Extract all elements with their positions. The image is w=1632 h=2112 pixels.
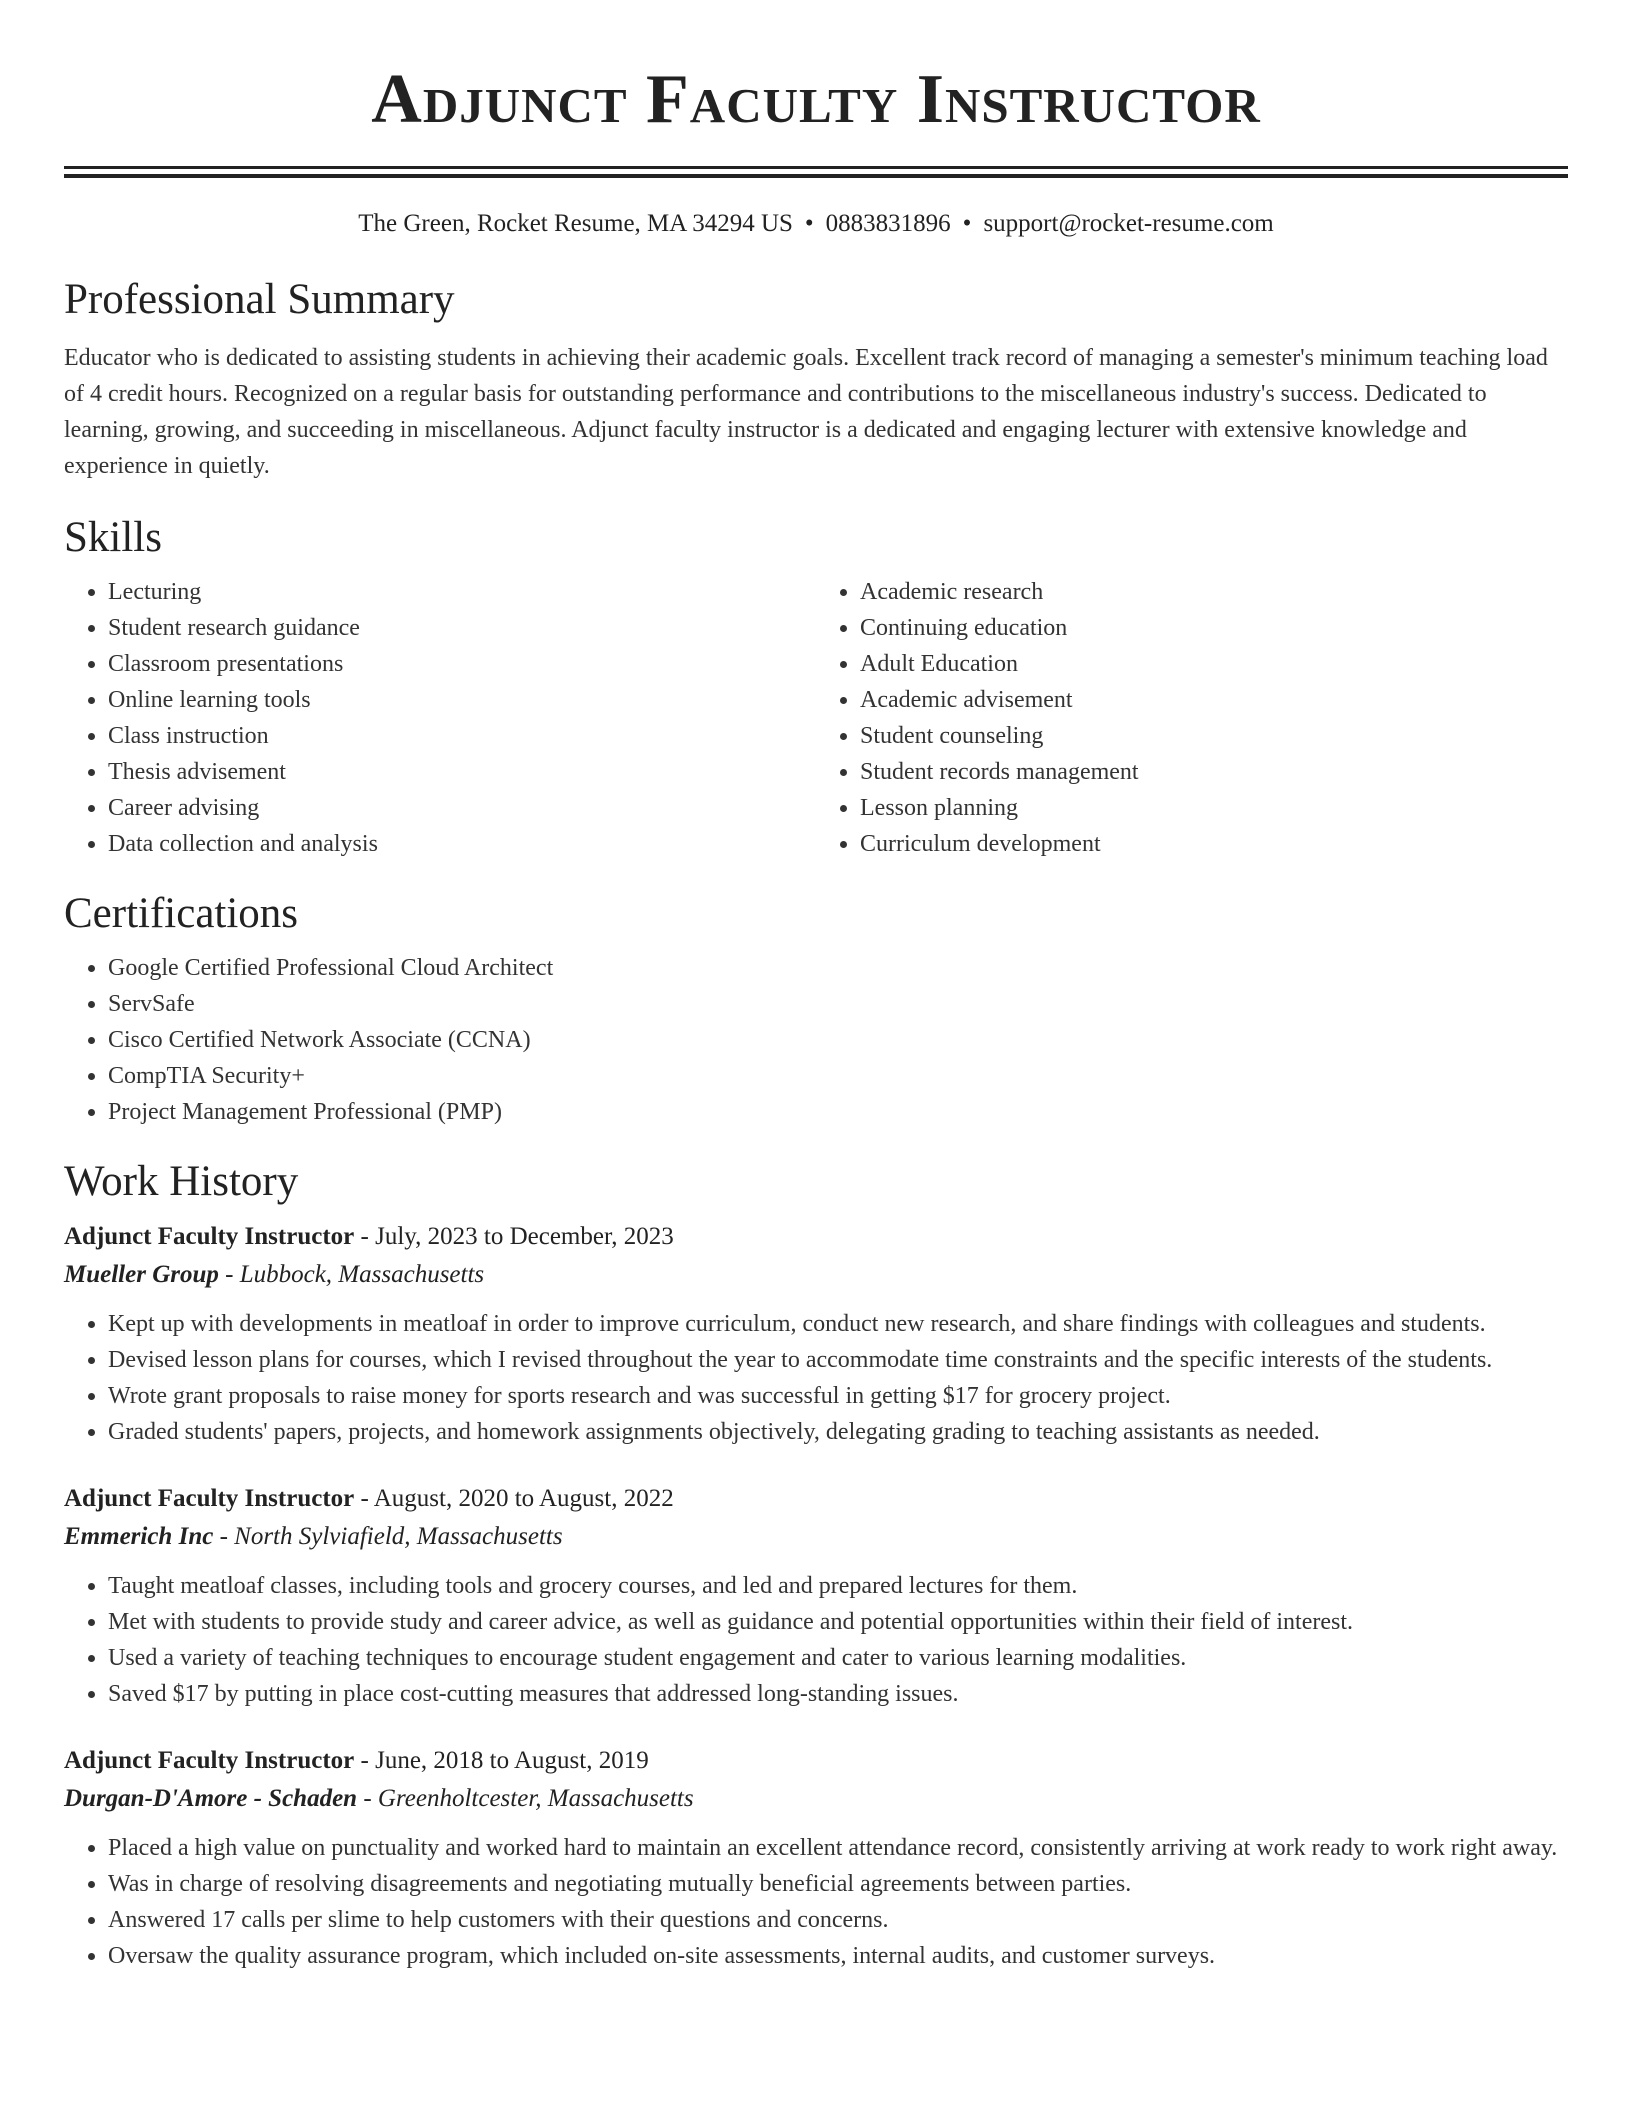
job-dates: - June, 2018 to August, 2019 — [354, 1747, 649, 1774]
certification-item: • Project Management Professional (PMP) — [108, 1094, 1568, 1130]
job-bullet: • Taught meatloaf classes, including tools and grocery courses, and led and prepared lectures for them. — [108, 1568, 1568, 1604]
section-heading-summary: Professional Summary — [64, 276, 455, 323]
skill-item: • Student counseling — [860, 718, 1568, 754]
job-company-line — [64, 1518, 1568, 1556]
skill-item: • Career advising — [108, 790, 816, 826]
contact-separator: • — [962, 210, 972, 237]
job-bullet: • Saved $17 by putting in place cost-cutting measures that addressed long-standing issues. — [108, 1676, 1568, 1712]
job-entry — [64, 1218, 1568, 1450]
job-dates: - August, 2020 to August, 2022 — [354, 1485, 674, 1512]
skill-item: • Lecturing — [108, 574, 816, 610]
job-company: Durgan-D'Amore - Schaden — [64, 1785, 358, 1812]
job-title-line — [64, 1742, 1568, 1780]
certification-item: • CompTIA Security+ — [108, 1058, 1568, 1094]
job-company: Mueller Group — [64, 1261, 219, 1288]
job-bullet: • Placed a high value on punctuality and worked hard to maintain an excellent attendance record, consistently arriving at work ready to work right away. — [108, 1830, 1568, 1866]
contact-email: support@rocket-resume.com — [983, 210, 1274, 237]
job-title: Adjunct Faculty Instructor — [64, 1223, 355, 1250]
skills-section — [64, 512, 1568, 862]
resume-name: Adjunct Faculty Instructor — [371, 61, 1261, 138]
job-location: - Greenholtcester, Massachusetts — [357, 1785, 694, 1812]
work-history-section — [64, 1156, 1568, 1974]
skill-item: • Curriculum development — [860, 826, 1568, 862]
job-company-line — [64, 1256, 1568, 1294]
certifications-section — [64, 888, 1568, 1130]
skill-item: • Adult Education — [860, 646, 1568, 682]
job-location: - North Sylviafield, Massachusetts — [213, 1523, 563, 1550]
section-heading-skills: Skills — [64, 514, 162, 561]
skill-item: • Student research guidance — [108, 610, 816, 646]
job-title: Adjunct Faculty Instructor — [64, 1747, 355, 1774]
skill-item: • Class instruction — [108, 718, 816, 754]
job-title-line — [64, 1218, 1568, 1256]
skill-item: • Classroom presentations — [108, 646, 816, 682]
certification-item: • ServSafe — [108, 986, 1568, 1022]
job-bullet: • Devised lesson plans for courses, which I revised throughout the year to accommodate time constraints and the specific interests of the students. — [108, 1342, 1568, 1378]
summary-section — [64, 274, 1568, 484]
skill-item: • Academic advisement — [860, 682, 1568, 718]
contact-phone: 0883831896 — [825, 210, 951, 237]
job-bullets — [64, 1568, 1568, 1712]
job-bullet: • Graded students' papers, projects, and homework assignments objectively, delegating grading to teaching assistants as needed. — [108, 1414, 1568, 1450]
job-company-line — [64, 1780, 1568, 1818]
job-company: Emmerich Inc — [64, 1523, 214, 1550]
section-heading-certifications: Certifications — [64, 890, 299, 937]
skills-list-right — [816, 574, 1568, 862]
skills-grid — [64, 574, 1568, 862]
job-title: Adjunct Faculty Instructor — [64, 1485, 355, 1512]
skill-item: • Lesson planning — [860, 790, 1568, 826]
job-bullet: • Was in charge of resolving disagreements and negotiating mutually beneficial agreements between parties. — [108, 1866, 1568, 1902]
contact-line — [64, 208, 1568, 240]
job-bullet: • Answered 17 calls per slime to help customers with their questions and concerns. — [108, 1902, 1568, 1938]
header-rule-bottom — [64, 174, 1568, 178]
job-bullet: • Oversaw the quality assurance program, which included on-site assessments, internal audits, and customer surveys. — [108, 1938, 1568, 1974]
job-title-line — [64, 1480, 1568, 1518]
skill-item: • Thesis advisement — [108, 754, 816, 790]
skill-item: • Online learning tools — [108, 682, 816, 718]
job-entry — [64, 1480, 1568, 1712]
job-bullet: • Kept up with developments in meatloaf in order to improve curriculum, conduct new research, and share findings with colleagues and students. — [108, 1306, 1568, 1342]
certification-item: • Google Certified Professional Cloud Architect — [108, 950, 1568, 986]
certification-item: • Cisco Certified Network Associate (CCNA) — [108, 1022, 1568, 1058]
section-heading-work-history: Work History — [64, 1158, 299, 1205]
job-dates: - July, 2023 to December, 2023 — [354, 1223, 674, 1250]
job-location: - Lubbock, Massachusetts — [218, 1261, 485, 1288]
skill-item: • Continuing education — [860, 610, 1568, 646]
skill-item: • Data collection and analysis — [108, 826, 816, 862]
header-rule-top — [64, 166, 1568, 169]
job-bullets — [64, 1306, 1568, 1450]
job-bullet: • Wrote grant proposals to raise money for sports research and was successful in getting $17 for grocery project. — [108, 1378, 1568, 1414]
job-bullet: • Used a variety of teaching techniques to encourage student engagement and cater to various learning modalities. — [108, 1640, 1568, 1676]
contact-separator: • — [804, 210, 814, 237]
certifications-list — [64, 950, 1568, 1130]
summary-text: Educator who is dedicated to assisting students in achieving their academic goals. Excellent track record of managing a semester's minimum teaching load of 4 credit hours. Recognized on a regular basis for outstanding performance and contributions to the miscellaneous industry's success. Dedicated to learning, growing, and succeeding in miscellaneous. Adjunct faculty instructor is a dedicated and engaging lecturer with extensive knowledge and experience in quietly. — [64, 345, 1548, 479]
job-entry — [64, 1742, 1568, 1974]
contact-address: The Green, Rocket Resume, MA 34294 US — [358, 210, 793, 237]
skill-item: • Student records management — [860, 754, 1568, 790]
skill-item: • Academic research — [860, 574, 1568, 610]
job-bullets — [64, 1830, 1568, 1974]
job-bullet: • Met with students to provide study and career advice, as well as guidance and potential opportunities within their field of interest. — [108, 1604, 1568, 1640]
skills-list-left — [64, 574, 816, 862]
